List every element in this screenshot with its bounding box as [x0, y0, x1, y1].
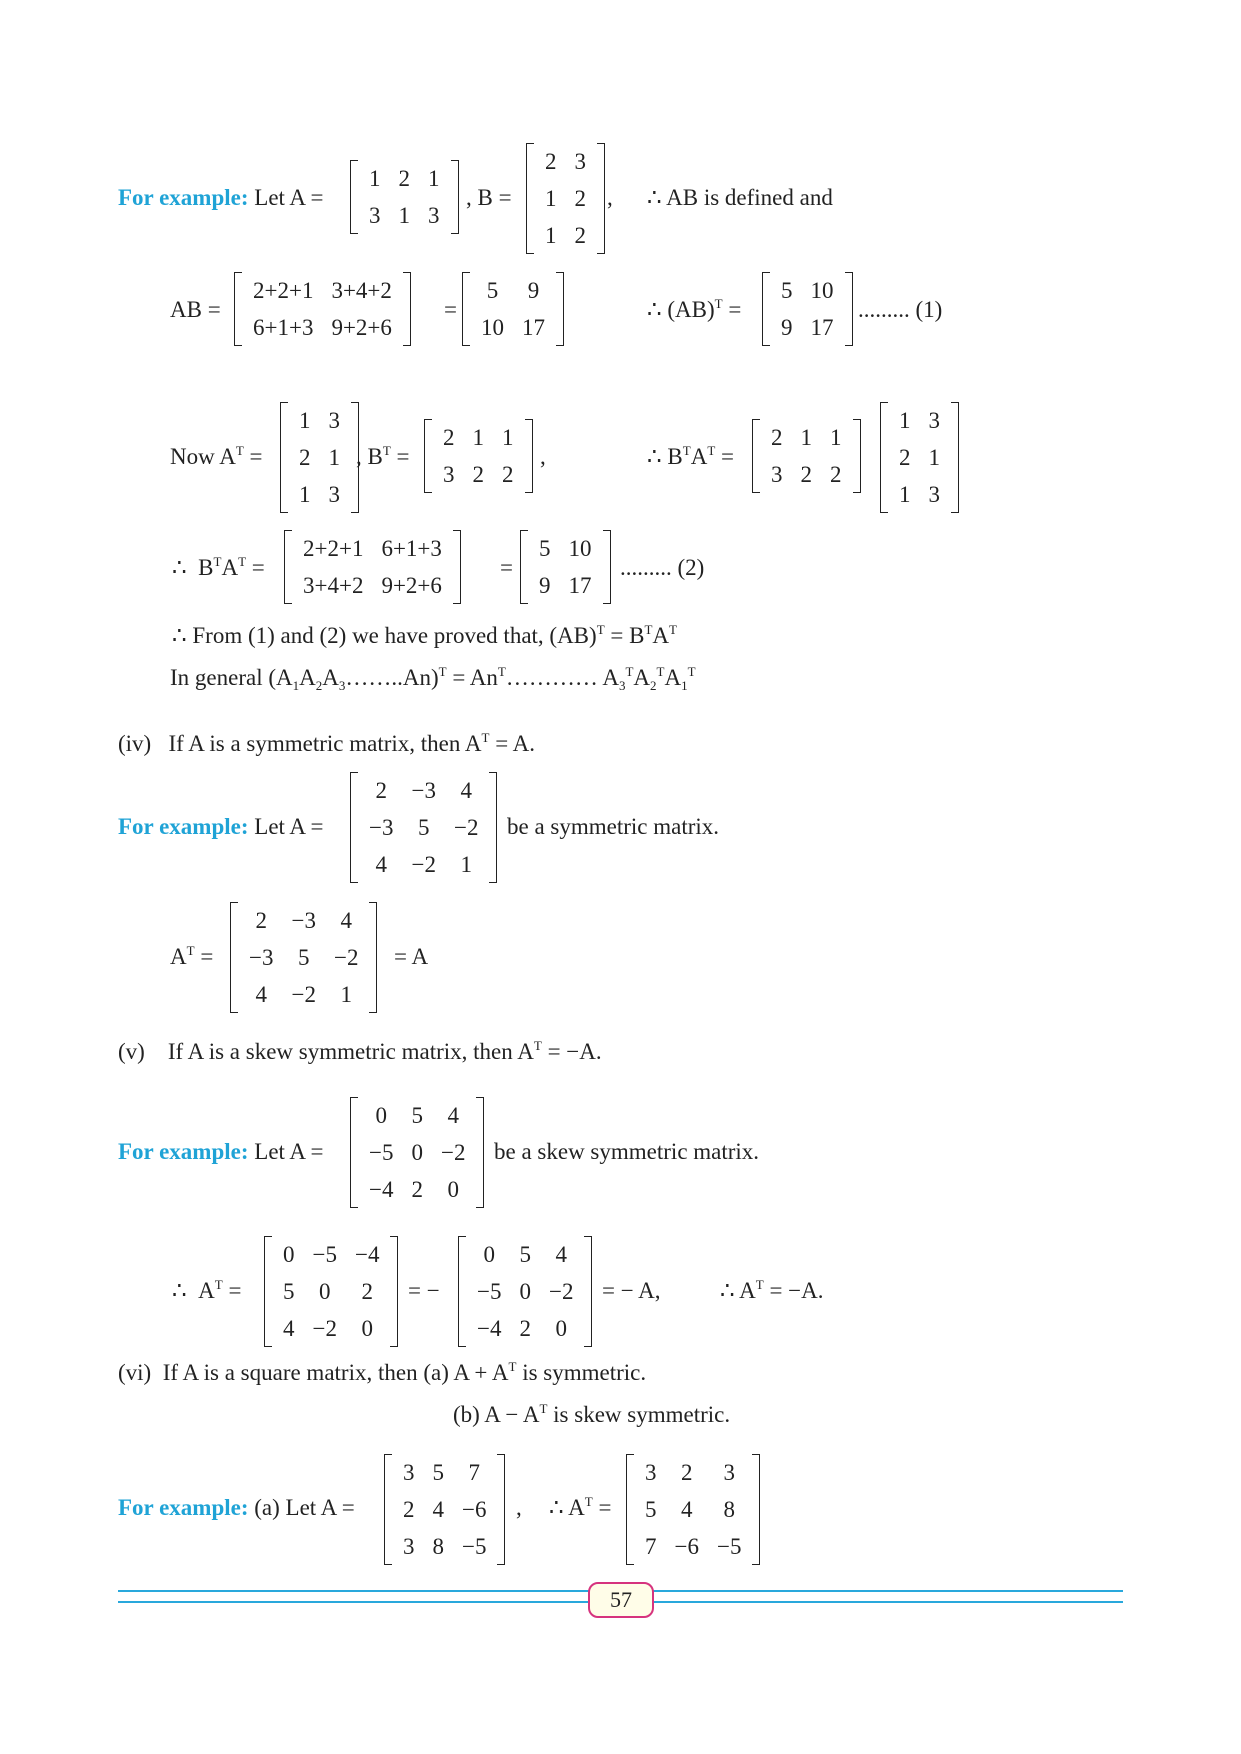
matrix-cell: 5	[539, 536, 551, 561]
matrix-cell: 0	[375, 1103, 387, 1128]
matrix-cell: 3	[443, 462, 455, 487]
matrix-cell: 2	[830, 462, 842, 487]
item-vi: (vi) If A is a square matrix, then (a) $A + A^T$ is symmetric.	[118, 1359, 647, 1385]
matrix-cell: 3	[403, 1460, 415, 1485]
left-bracket	[424, 419, 432, 493]
matrix-cell: 2	[411, 1177, 423, 1202]
matrix-cell: 10	[810, 278, 834, 303]
matrix-btat-expression	[284, 530, 461, 604]
matrix-row	[290, 476, 349, 513]
matrix-cell: 10	[568, 536, 592, 561]
matrix-row	[536, 217, 595, 254]
matrix-ab-expression	[234, 272, 411, 346]
matrix-row	[762, 456, 851, 493]
equation-1-label: ......... (1)	[858, 297, 943, 322]
matrix-cell: 5	[411, 1103, 423, 1128]
matrix-row	[636, 1454, 750, 1491]
left-bracket	[350, 1097, 358, 1208]
matrix-cell: 3	[403, 1534, 415, 1559]
matrix-row	[244, 309, 401, 346]
matrix-cell: −4	[477, 1316, 502, 1341]
matrix-row	[468, 1310, 582, 1347]
matrix-cell: 5	[417, 815, 430, 840]
matrix-cell: 2	[519, 1316, 531, 1341]
matrix-bt	[424, 419, 533, 493]
matrix-row	[360, 846, 487, 883]
item-vi-b: (b) $A - A^T$ is skew symmetric.	[453, 1401, 731, 1427]
matrix-cell: 2	[472, 462, 484, 487]
matrix-cell: 4	[555, 1242, 567, 1267]
matrix-cell: 6+1+3	[381, 536, 442, 561]
matrix-cell: 2	[771, 425, 783, 450]
matrix-cell: 3	[328, 408, 340, 433]
matrix-row	[360, 160, 449, 197]
right-bracket	[584, 1236, 592, 1347]
matrix-cell: −5	[462, 1534, 487, 1559]
ab-defined-text: ∴ AB is defined and	[647, 185, 833, 210]
matrix-cell: 1	[928, 445, 940, 470]
matrix-cell: 1	[472, 425, 484, 450]
matrix-table	[294, 530, 451, 604]
left-bracket	[280, 402, 288, 513]
matrix-cell: 7	[468, 1460, 480, 1485]
item-iv: (iv) If A is a symmetric matrix, then $A^T = A$.	[118, 730, 535, 756]
matrix-cell: 9+2+6	[381, 573, 442, 598]
right-bracket	[453, 530, 461, 604]
matrix-cell: 2	[299, 445, 311, 470]
matrix-cell: 0	[519, 1279, 531, 1304]
right-bracket	[951, 402, 959, 513]
matrix-cell: 0	[318, 1279, 331, 1304]
left-bracket	[284, 530, 292, 604]
right-bracket	[451, 160, 459, 234]
example-1-heading: For example: Let A =	[118, 185, 324, 210]
matrix-cell: 2	[443, 425, 455, 450]
btat-label: ∴ $B^TA^T$ =	[647, 443, 734, 469]
matrix-cell: 7	[645, 1534, 657, 1559]
matrix-row	[536, 143, 595, 180]
matrix-cell: −2	[548, 1279, 574, 1304]
matrix-cell: 3	[771, 462, 783, 487]
matrix-row	[360, 1134, 474, 1171]
matrix-cell: 4	[680, 1497, 693, 1522]
right-bracket	[497, 1454, 505, 1565]
matrix-row	[274, 1310, 388, 1347]
matrix-table	[636, 1454, 750, 1565]
matrix-row	[472, 309, 554, 346]
matrix-row	[294, 530, 451, 567]
right-bracket	[489, 772, 497, 883]
matrix-row	[772, 309, 843, 346]
matrix-row	[240, 939, 367, 976]
matrix-cell: −3	[291, 908, 316, 933]
matrix-cell: 5	[297, 945, 310, 970]
matrix-cell: −4	[354, 1242, 380, 1267]
matrix-abt-value	[762, 272, 853, 346]
matrix-row	[536, 180, 595, 217]
matrix-row	[762, 419, 851, 456]
sq-at-label: ∴ $A^T$ =	[549, 1494, 612, 1520]
eq-sign-2: =	[500, 555, 513, 580]
general-formula: In general $(A_1A_2A_3\dots\dots..An)^T$ = $An^T\dots\dots\dots\dots$ $A_3^TA_2^TA_1^T$	[170, 664, 696, 693]
matrix-row	[244, 272, 401, 309]
be-symmetric-text: be a symmetric matrix.	[507, 814, 720, 839]
matrix-table	[274, 1236, 388, 1347]
matrix-cell: 2	[574, 186, 586, 211]
matrix-cell: 1	[340, 982, 352, 1007]
matrix-cell: 2	[574, 223, 586, 248]
matrix-row	[240, 902, 367, 939]
matrix-ab-value	[462, 272, 564, 346]
left-bracket	[626, 1454, 634, 1565]
matrix-cell: 17	[522, 315, 545, 340]
matrix-cell: 9	[781, 315, 793, 340]
example-3-heading: For example: Let A =	[118, 1139, 324, 1164]
left-bracket	[350, 160, 358, 234]
matrix-table	[530, 530, 601, 604]
matrix-cell: 1	[328, 445, 340, 470]
matrix-cell: 1	[545, 186, 557, 211]
matrix-bt-2	[752, 419, 861, 493]
matrix-row	[294, 567, 451, 604]
matrix-cell: 3+4+2	[303, 573, 364, 598]
matrix-row	[394, 1528, 495, 1565]
right-bracket	[853, 419, 861, 493]
ab-eq-label: AB =	[170, 297, 221, 322]
left-bracket	[762, 272, 770, 346]
example-4-heading: For example: (a) Let A =	[118, 1495, 355, 1520]
left-bracket	[264, 1236, 272, 1347]
left-bracket	[880, 402, 888, 513]
at-neg-a-text: ∴ $A^T = -A$.	[720, 1277, 824, 1303]
at-eq-label: $A^T$ =	[170, 943, 214, 969]
right-bracket	[525, 419, 533, 493]
matrix-skew-2	[458, 1236, 592, 1347]
right-bracket	[476, 1097, 484, 1208]
matrix-symmetric-t	[230, 902, 377, 1013]
matrix-cell: 5	[283, 1279, 295, 1304]
right-bracket	[556, 272, 564, 346]
matrix-cell: 1	[299, 482, 311, 507]
matrix-row	[290, 439, 349, 476]
right-bracket	[390, 1236, 398, 1347]
matrix-table	[434, 419, 523, 493]
matrix-cell: 5	[486, 278, 499, 303]
matrix-cell: 3	[428, 203, 440, 228]
matrix-cell: 3	[928, 482, 940, 507]
matrix-cell: −5	[477, 1279, 502, 1304]
matrix-table	[472, 272, 554, 346]
matrix-cell: 1	[830, 425, 842, 450]
matrix-cell: −6	[462, 1497, 487, 1522]
matrix-cell: 10	[481, 315, 504, 340]
matrix-row	[468, 1273, 582, 1310]
page-number: 57	[588, 1582, 654, 1618]
matrix-cell: 5	[645, 1497, 657, 1522]
matrix-row	[394, 1454, 495, 1491]
matrix-cell: −2	[312, 1316, 337, 1341]
matrix-cell: −2	[333, 945, 359, 970]
matrix-table	[890, 402, 949, 513]
matrix-row	[890, 439, 949, 476]
matrix-cell: 1	[545, 223, 557, 248]
matrix-cell: 1	[800, 425, 812, 450]
matrix-cell: −2	[440, 1140, 466, 1165]
matrix-row	[360, 1171, 474, 1208]
matrix-cell: −2	[291, 982, 316, 1007]
matrix-cell: 2	[398, 166, 410, 191]
eq-minus-text: = −	[408, 1278, 440, 1303]
matrix-cell: 3	[369, 203, 381, 228]
matrix-cell: −5	[312, 1242, 337, 1267]
matrix-cell: 9	[527, 278, 540, 303]
matrix-cell: 0	[283, 1242, 295, 1267]
right-bracket	[403, 272, 411, 346]
matrix-row	[360, 1097, 474, 1134]
matrix-row	[360, 197, 449, 234]
matrix-cell: 4	[283, 1316, 295, 1341]
matrix-skew-t	[264, 1236, 398, 1347]
matrix-cell: 1	[899, 408, 911, 433]
matrix-a-1	[350, 160, 459, 234]
label-comma-b: , B =	[466, 185, 512, 210]
left-bracket	[526, 143, 534, 254]
matrix-row	[274, 1236, 388, 1273]
matrix-square	[384, 1454, 505, 1565]
matrix-row	[468, 1236, 582, 1273]
matrix-cell: 2	[680, 1460, 693, 1485]
matrix-row	[472, 272, 554, 309]
matrix-table	[762, 419, 851, 493]
matrix-cell: 0	[555, 1316, 567, 1341]
matrix-table	[772, 272, 843, 346]
example-2-heading: For example: Let A =	[118, 814, 324, 839]
matrix-cell: 9+2+6	[331, 315, 392, 340]
matrix-row	[274, 1273, 388, 1310]
bt-label: , $B^T$ =	[356, 443, 410, 469]
label-comma-2: ,	[540, 444, 546, 469]
matrix-cell: 5	[781, 278, 793, 303]
matrix-cell: 4	[460, 778, 472, 803]
matrix-cell: 2	[545, 149, 557, 174]
matrix-cell: 0	[447, 1177, 459, 1202]
left-bracket	[230, 902, 238, 1013]
matrix-row	[360, 772, 487, 809]
matrix-cell: 2+2+1	[303, 536, 364, 561]
matrix-cell: −2	[411, 852, 436, 877]
label-comma-3: ,	[516, 1495, 522, 1520]
left-bracket	[462, 272, 470, 346]
right-bracket	[369, 902, 377, 1013]
matrix-cell: 9	[539, 573, 551, 598]
matrix-cell: −3	[411, 778, 436, 803]
matrix-cell: 5	[432, 1460, 444, 1485]
abt-label: ∴ (AB)$^T$ =	[647, 296, 742, 322]
matrix-table	[290, 402, 349, 513]
matrix-table	[394, 1454, 495, 1565]
matrix-skew	[350, 1097, 484, 1208]
matrix-cell: 2	[403, 1497, 415, 1522]
btat-eq-label: ∴ $B^TA^T$ =	[172, 554, 265, 580]
label-comma: ,	[607, 185, 613, 210]
matrix-table	[360, 772, 487, 883]
matrix-cell: −3	[249, 945, 274, 970]
matrix-cell: −5	[716, 1534, 742, 1559]
matrix-cell: 5	[519, 1242, 531, 1267]
matrix-cell: 1	[428, 166, 440, 191]
matrix-table	[244, 272, 401, 346]
matrix-cell: 1	[899, 482, 911, 507]
matrix-row	[290, 402, 349, 439]
matrix-cell: 2	[375, 778, 387, 803]
matrix-table	[468, 1236, 582, 1347]
matrix-square-t	[626, 1454, 760, 1565]
matrix-row	[530, 530, 601, 567]
matrix-cell: 1	[460, 852, 472, 877]
left-bracket	[520, 530, 528, 604]
item-v: (v) If A is a skew symmetric matrix, then $A^T = -A$.	[118, 1038, 602, 1064]
for-example-label: For example:	[118, 185, 249, 210]
matrix-cell: 17	[810, 315, 834, 340]
matrix-cell: 2+2+1	[253, 278, 314, 303]
skew-at-label: ∴ $A^T$ =	[172, 1277, 242, 1303]
matrix-cell: 3	[328, 482, 340, 507]
matrix-row	[394, 1491, 495, 1528]
matrix-cell: 0	[411, 1140, 423, 1165]
left-bracket	[234, 272, 242, 346]
matrix-cell: −3	[369, 815, 394, 840]
matrix-cell: 2	[502, 462, 514, 487]
matrix-row	[890, 402, 949, 439]
matrix-cell: −5	[369, 1140, 394, 1165]
matrix-cell: 8	[723, 1497, 735, 1522]
left-bracket	[384, 1454, 392, 1565]
matrix-cell: 17	[568, 573, 592, 598]
left-bracket	[752, 419, 760, 493]
matrix-cell: 1	[299, 408, 311, 433]
matrix-cell: 1	[398, 203, 410, 228]
matrix-row	[434, 456, 523, 493]
matrix-cell: −2	[453, 815, 479, 840]
eq-a-text: = A	[394, 944, 429, 969]
equation-2-label: ......... (2)	[620, 555, 705, 580]
matrix-cell: 4	[340, 908, 352, 933]
matrix-cell: 2	[361, 1279, 373, 1304]
matrix-row	[890, 476, 949, 513]
matrix-row	[360, 809, 487, 846]
matrix-cell: 1	[502, 425, 514, 450]
eq-sign: =	[444, 297, 457, 322]
matrix-row	[772, 272, 843, 309]
matrix-cell: 2	[899, 445, 911, 470]
matrix-table	[536, 143, 595, 254]
right-bracket	[597, 143, 605, 254]
eq-minus-a-text: = − A,	[602, 1278, 661, 1303]
matrix-cell: 3	[723, 1460, 735, 1485]
right-bracket	[603, 530, 611, 604]
matrix-table	[240, 902, 367, 1013]
matrix-btat-value	[520, 530, 611, 604]
matrix-cell: 3	[928, 408, 940, 433]
matrix-table	[360, 160, 449, 234]
matrix-row	[636, 1528, 750, 1565]
matrix-cell: 0	[361, 1316, 373, 1341]
right-bracket	[845, 272, 853, 346]
matrix-at	[280, 402, 359, 513]
now-at-label: Now $A^T$ =	[170, 443, 263, 469]
matrix-b-1	[526, 143, 605, 254]
matrix-row	[636, 1491, 750, 1528]
matrix-cell: 6+1+3	[253, 315, 314, 340]
matrix-cell: 3	[645, 1460, 657, 1485]
matrix-cell: 4	[255, 982, 267, 1007]
right-bracket	[752, 1454, 760, 1565]
matrix-cell: 2	[800, 462, 812, 487]
matrix-cell: 8	[432, 1534, 444, 1559]
left-bracket	[350, 772, 358, 883]
matrix-cell: −4	[369, 1177, 394, 1202]
be-skew-text: be a skew symmetric matrix.	[494, 1139, 760, 1164]
matrix-symmetric	[350, 772, 497, 883]
matrix-table	[360, 1097, 474, 1208]
matrix-cell: 3+4+2	[331, 278, 392, 303]
matrix-cell: 2	[255, 908, 267, 933]
matrix-at-2	[880, 402, 959, 513]
matrix-cell: 1	[369, 166, 381, 191]
left-bracket	[458, 1236, 466, 1347]
matrix-cell: 0	[483, 1242, 495, 1267]
matrix-cell: 4	[375, 852, 387, 877]
matrix-row	[240, 976, 367, 1013]
matrix-row	[530, 567, 601, 604]
matrix-cell: −6	[674, 1534, 699, 1559]
matrix-row	[434, 419, 523, 456]
matrix-cell: 4	[447, 1103, 459, 1128]
matrix-cell: 4	[432, 1497, 444, 1522]
matrix-cell: 3	[574, 149, 586, 174]
proof-line: ∴ From (1) and (2) we have proved that, $(AB)^T = B^TA^T$	[172, 622, 677, 648]
